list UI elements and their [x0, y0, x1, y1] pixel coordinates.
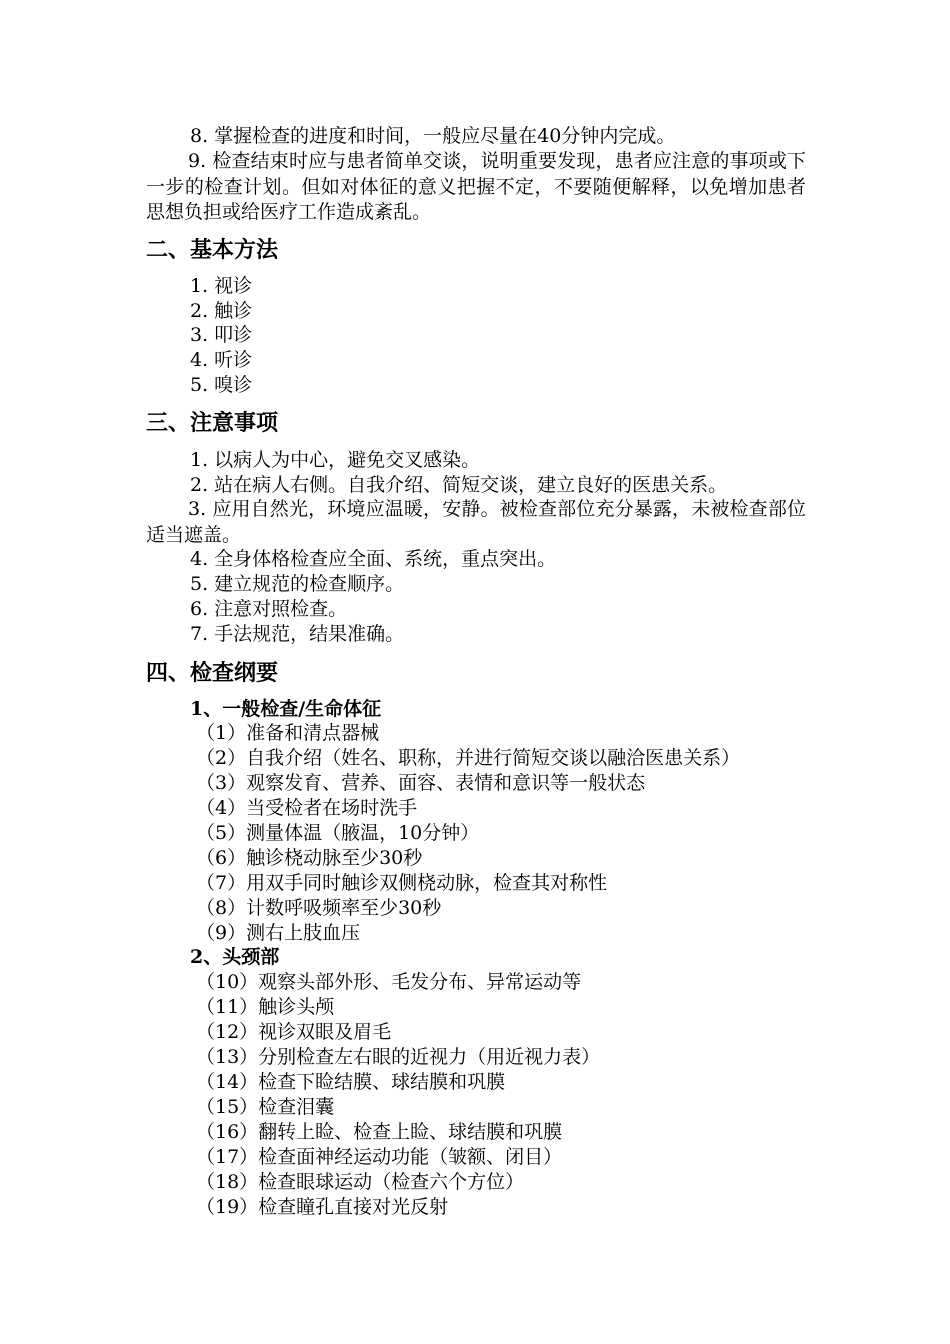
- list-item: 5. 嗅诊: [190, 374, 253, 396]
- list-item: （16）翻转上睑、检查上睑、球结膜和巩膜: [196, 1121, 563, 1143]
- list-item: 6. 注意对照检查。: [190, 598, 348, 620]
- list-item: （6）触诊桡动脉至少30秒: [196, 847, 423, 869]
- list-item: （1）准备和清点器械: [196, 722, 380, 744]
- subheading-head-neck: 2、头颈部: [190, 946, 280, 968]
- list-item: （2）自我介绍（姓名、职称，并进行简短交谈以融洽医患关系）: [196, 747, 741, 769]
- list-item: （3）观察发育、营养、面容、表情和意识等一般状态: [196, 772, 646, 794]
- list-item: （14）检查下睑结膜、球结膜和巩膜: [196, 1071, 506, 1093]
- list-item: （19）检查瞳孔直接对光反射: [196, 1196, 449, 1218]
- list-item: （13）分别检查左右眼的近视力（用近视力表）: [196, 1046, 601, 1068]
- list-item: （17）检查面神经运动功能（皱额、闭目）: [196, 1146, 563, 1168]
- list-item: 5. 建立规范的检查顺序。: [190, 573, 405, 595]
- list-item: 3. 应用自然光，环境应温暖，安静。被检查部位充分暴露，未被检查部位适当遮盖。: [146, 498, 806, 546]
- list-item: （9）测右上肢血压: [196, 922, 361, 944]
- list-item: （18）检查眼球运动（检查六个方位）: [196, 1171, 525, 1193]
- section-heading-basic-methods: 二、基本方法: [146, 237, 279, 263]
- list-item: 4. 听诊: [190, 349, 253, 371]
- list-item: 3. 叩诊: [190, 324, 253, 346]
- list-item: 1. 以病人为中心，避免交叉感染。: [190, 449, 481, 471]
- list-item: 2. 触诊: [190, 300, 253, 322]
- list-item: （5）测量体温（腋温，10分钟）: [196, 822, 480, 844]
- intro-item-8: 8. 掌握检查的进度和时间，一般应尽量在40分钟内完成。: [190, 125, 676, 147]
- list-item: 2. 站在病人右侧。自我介绍、简短交谈，建立良好的医患关系。: [190, 474, 728, 496]
- intro-item-9: 9. 检查结束时应与患者简单交谈，说明重要发现，患者应注意的事项或下一步的检查计划。但如对体征的意义把握不定，不要随便解释，以免增加患者思想负担或给医疗工作造成紊乱。: [146, 150, 806, 223]
- list-item: 4. 全身体格检查应全面、系统，重点突出。: [190, 548, 557, 570]
- list-item: （8）计数呼吸频率至少30秒: [196, 897, 442, 919]
- list-item: （7）用双手同时触诊双侧桡动脉，检查其对称性: [196, 872, 608, 894]
- section-heading-precautions: 三、注意事项: [146, 410, 279, 436]
- subheading-general-exam: 1、一般检查/生命体征: [190, 698, 382, 720]
- list-item: 1. 视诊: [190, 275, 253, 297]
- section-heading-exam-outline: 四、检查纲要: [146, 660, 279, 686]
- list-item: （15）检查泪囊: [196, 1096, 335, 1118]
- list-item: （4）当受检者在场时洗手: [196, 797, 418, 819]
- list-item: 7. 手法规范，结果准确。: [190, 623, 405, 645]
- list-item: （10）观察头部外形、毛发分布、异常运动等: [196, 971, 582, 993]
- list-item: （12）视诊双眼及眉毛: [196, 1021, 392, 1043]
- list-item: （11）触诊头颅: [196, 996, 335, 1018]
